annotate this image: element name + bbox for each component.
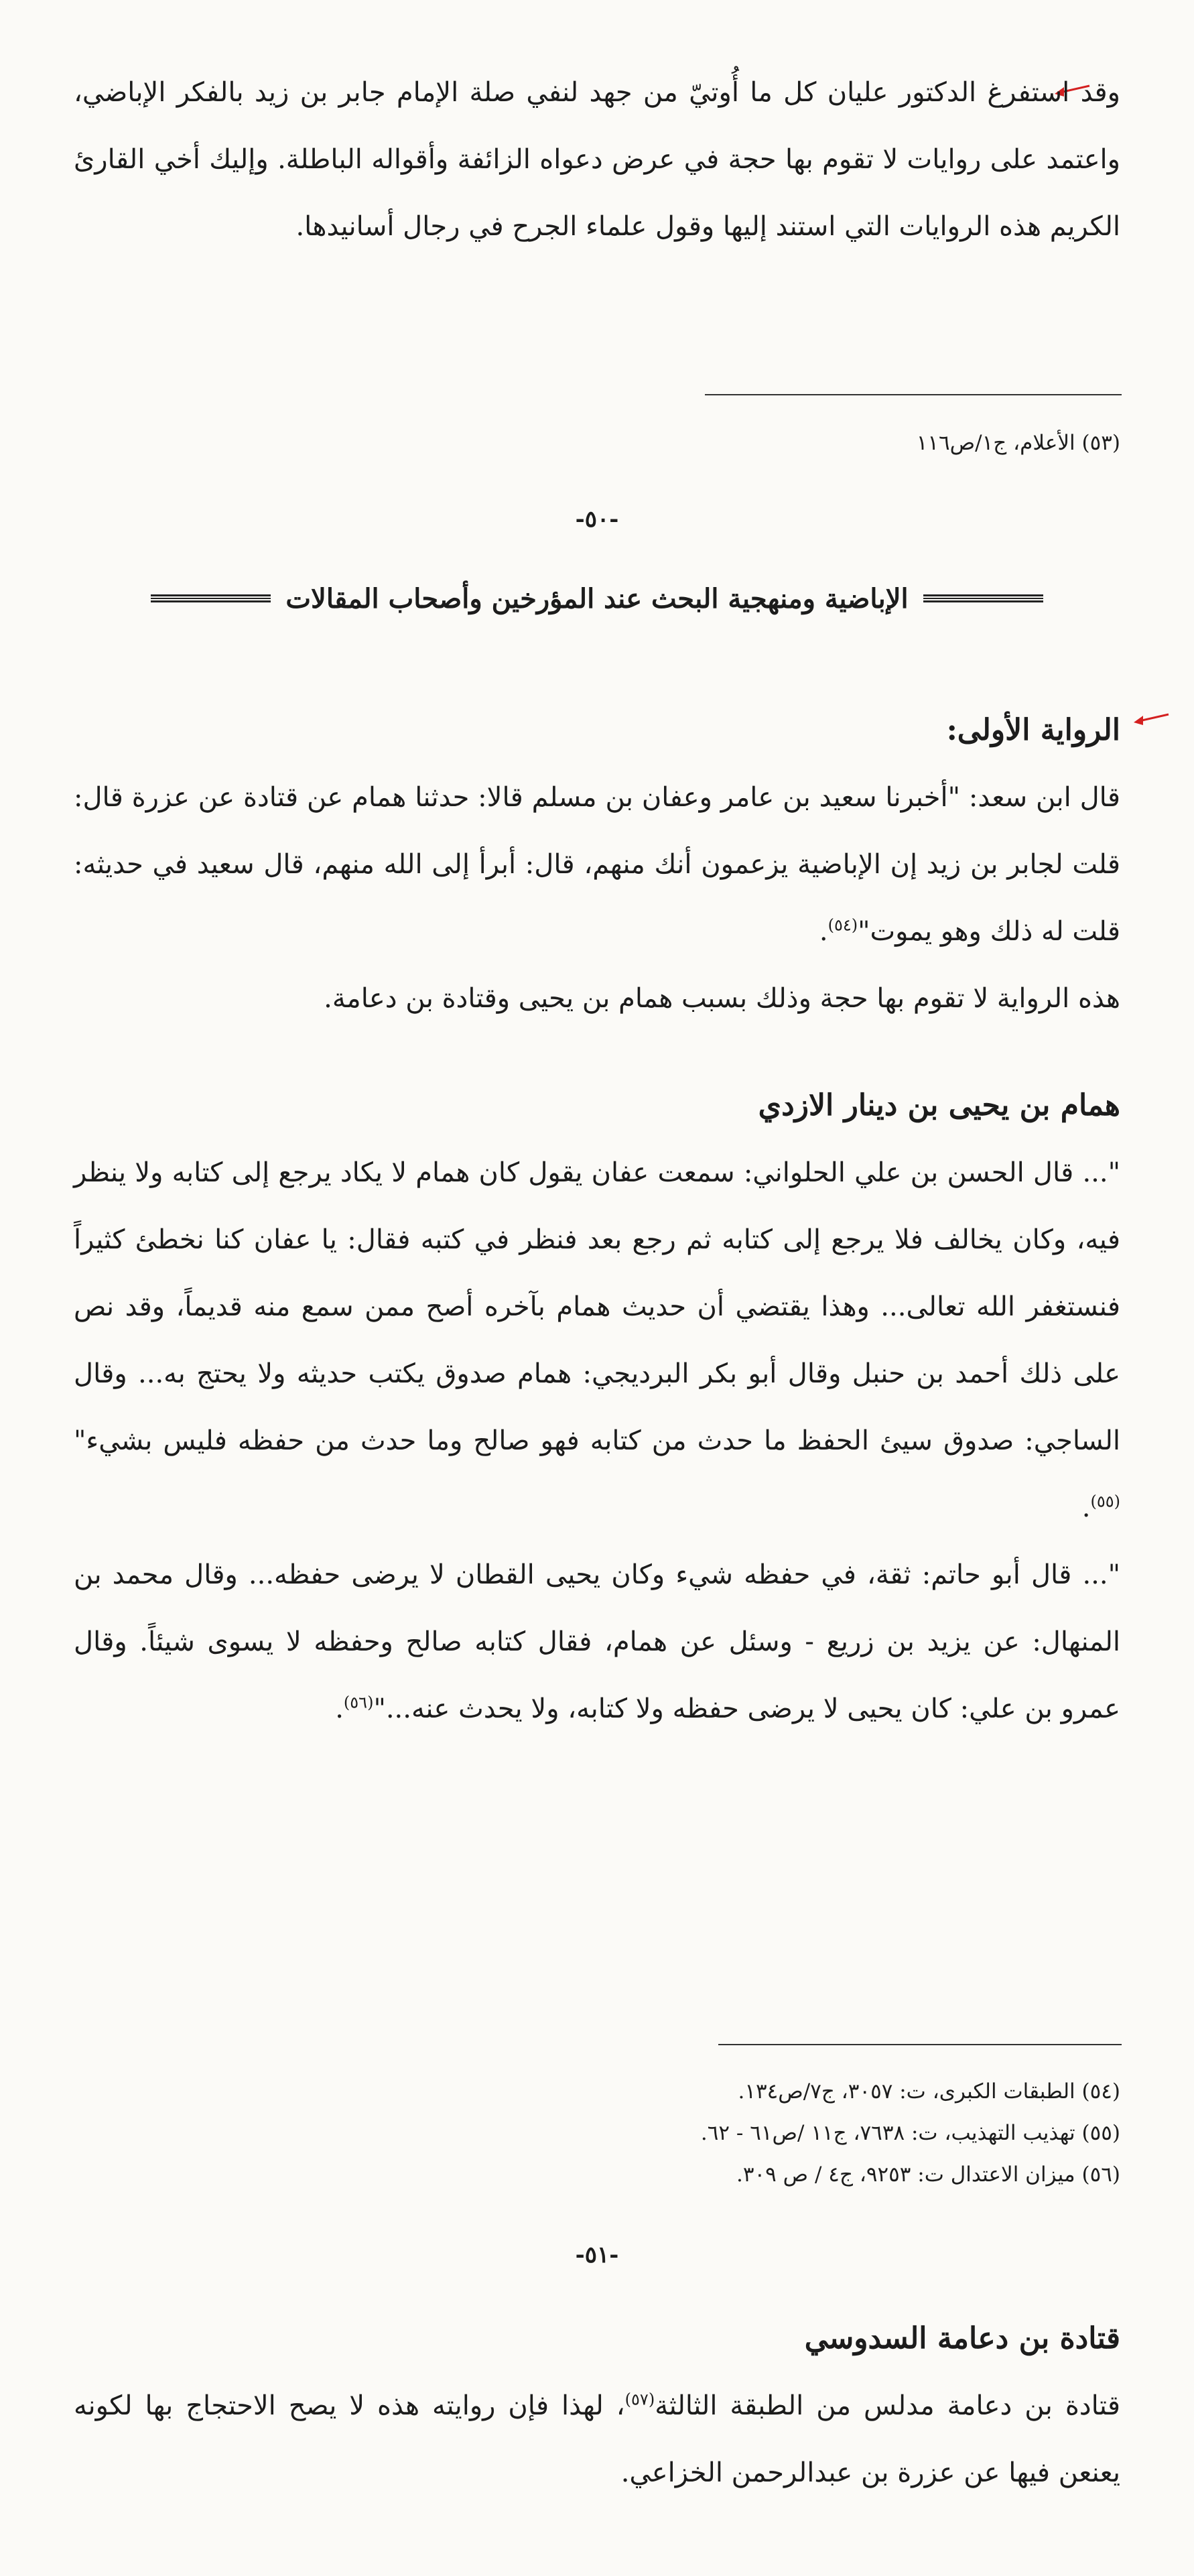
- footnote-ref-54: (٥٤): [827, 915, 858, 935]
- header-rule-left: [151, 594, 271, 602]
- qatada-text-after: ، لهذا فإن روايته هذه لا يصح الاحتجاج بها لكونه يعنعن فيها عن عزرة بن عبدالرحمن الخزاعي.: [74, 2390, 1120, 2488]
- footnote-ref-56: (٥٦): [343, 1693, 374, 1712]
- hammam-quote-1-text: "... قال الحسن بن علي الحلواني: سمعت عفان يقول كان همام لا يكاد يرجع إلى كتابه ولا ينظر فيه، وكان يخالف فلا يرجع إلى كتابه ثم رجع بعد فنظر في كتبه فقال: يا عفان كنا نخطئ كثيراً فنستغفر الله تعالى... وهذا يقتضي أن حديث همام بآخره أصح ممن سمع منه قديماً، وقد نص على ذلك أحمد بن حنبل وقال أبو بكر البرديجي: همام صدوق يكتب حديثه ولا يحتج به... وقال الساجي: صدوق سيئ الحفظ ما حدث من كتابه فهو صالح وما حدث من حفظه فليس بشيء": [74, 1157, 1120, 1456]
- footnote-divider: [718, 2044, 1122, 2045]
- hammam-section: [74, 1072, 1120, 1742]
- footnote-ref-55: (٥٥): [1090, 1492, 1120, 1511]
- footnote-55: (٥٥) تهذيب التهذيب، ت: ٧٦٣٨، ج١١ /ص٦١ - ٦٢.: [700, 2121, 1120, 2145]
- hammam-quote-1: "... قال الحسن بن علي الحلواني: سمعت عفان يقول كان همام لا يكاد يرجع إلى كتابه ولا ينظر فيه، وكان يخالف فلا يرجع إلى كتابه ثم رجع بعد فنظر في كتبه فقال: يا عفان كنا نخطئ كثيراً فنستغفر الله تعالى... وهذا يقتضي أن حديث همام بآخره أصح ممن سمع منه قديماً، وقد نص على ذلك أحمد بن حنبل وقال أبو بكر البرديجي: همام صدوق يكتب حديثه ولا يحتج به... وقال الساجي: صدوق سيئ الحفظ ما حدث من كتابه فهو صالح وما حدث من حفظه فليس بشيء"$^{(٥٥)}$.: [74, 1157, 1120, 1523]
- intro-text: وقد استفرغ الدكتور عليان كل ما أُوتيّ من جهد لنفي صلة الإمام جابر بن زيد بالفكر الإباضي، واعتمد على روايات لا تقوم بها حجة في عرض دعواه الزائفة وأقواله الباطلة. وإليك أخي القارئ الكريم هذه الروايات التي استند إليها وقول علماء الجرح في رجال أسانيدها.: [74, 77, 1120, 242]
- running-header-title: الإباضية ومنهجية البحث عند المؤرخين وأصحاب المقالات: [285, 582, 909, 615]
- red-arrow-icon: [1132, 709, 1170, 726]
- hammam-quote-2-text: "... قال أبو حاتم: ثقة، في حفظه شيء وكان يحيى القطان لا يرضى حفظه... وقال محمد بن المنهال: عن يزيد بن زريع - وسئل عن همام، فقال كتابه صالح وحفظه لا يسوى شيئاً. وقال عمرو بن علي: كان يحيى لا يرضى حفظه ولا كتابه، ولا يحدث عنه...": [74, 1559, 1120, 1724]
- footnotes-block: [74, 2071, 1120, 2195]
- page-number-51: -٥١-: [575, 2242, 619, 2268]
- footnote-54: (٥٤) الطبقات الكبرى، ت: ٣٠٥٧، ج٧/ص١٣٤.: [738, 2079, 1120, 2104]
- footnote-block-53: [74, 422, 1120, 464]
- hammam-quote-2: "... قال أبو حاتم: ثقة، في حفظه شيء وكان يحيى القطان لا يرضى حفظه... وقال محمد بن المنهال: عن يزيد بن زريع - وسئل عن همام، فقال كتابه صالح وحفظه لا يسوى شيئاً. وقال عمرو بن علي: كان يحيى لا يرضى حفظه ولا كتابه، ولا يحدث عنه..."$^{(٥٦)}$.: [74, 1559, 1120, 1724]
- footnote-divider: [705, 394, 1122, 395]
- riwaya-section: [74, 697, 1120, 1032]
- page-number-50: -٥٠-: [575, 506, 619, 533]
- footnote-53: (٥٣) الأعلام، ج١/ص١١٦: [916, 431, 1120, 455]
- qatada-text-before: قتادة بن دعامة مدلس من الطبقة الثالثة: [655, 2390, 1120, 2421]
- header-rule-right: [923, 594, 1043, 602]
- riwaya-comment: هذه الرواية لا تقوم بها حجة وذلك بسبب همام بن يحيى وقتادة بن دعامة.: [324, 983, 1120, 1014]
- riwaya-text: قال ابن سعد: "أخبرنا سعيد بن عامر وعفان بن مسلم قالا: حدثنا همام عن قتادة عن عزرة قال: قلت لجابر بن زيد إن الإباضية يزعمون أنك منهم، قال: أبرأ إلى الله منهم، قال سعيد في حديثه: قلت له ذلك وهو يموت": [74, 782, 1120, 947]
- hammam-heading: همام بن يحيى بن دينار الازدي: [758, 1088, 1120, 1122]
- footnote-ref-57: (٥٧): [624, 2390, 655, 2409]
- footnote-56: (٥٦) ميزان الاعتدال ت: ٩٢٥٣، ج٤ / ص ٣٠٩.: [736, 2163, 1120, 2187]
- riwaya-paragraph: قال ابن سعد: "أخبرنا سعيد بن عامر وعفان بن مسلم قالا: حدثنا همام عن قتادة عن عزرة قال: قلت لجابر بن زيد إن الإباضية يزعمون أنك منهم، قال: أبرأ إلى الله منهم، قال سعيد في حديثه: قلت له ذلك وهو يموت"$^{(٥٤)}$.: [74, 782, 1120, 947]
- qatada-section: [74, 2305, 1120, 2506]
- running-header: [151, 575, 1043, 622]
- riwaya-heading: الرواية الأولى:: [946, 713, 1120, 747]
- qatada-heading: قتادة بن دعامة السدوسي: [804, 2321, 1120, 2356]
- qatada-paragraph: [74, 2372, 1120, 2506]
- intro-paragraph: [74, 59, 1120, 260]
